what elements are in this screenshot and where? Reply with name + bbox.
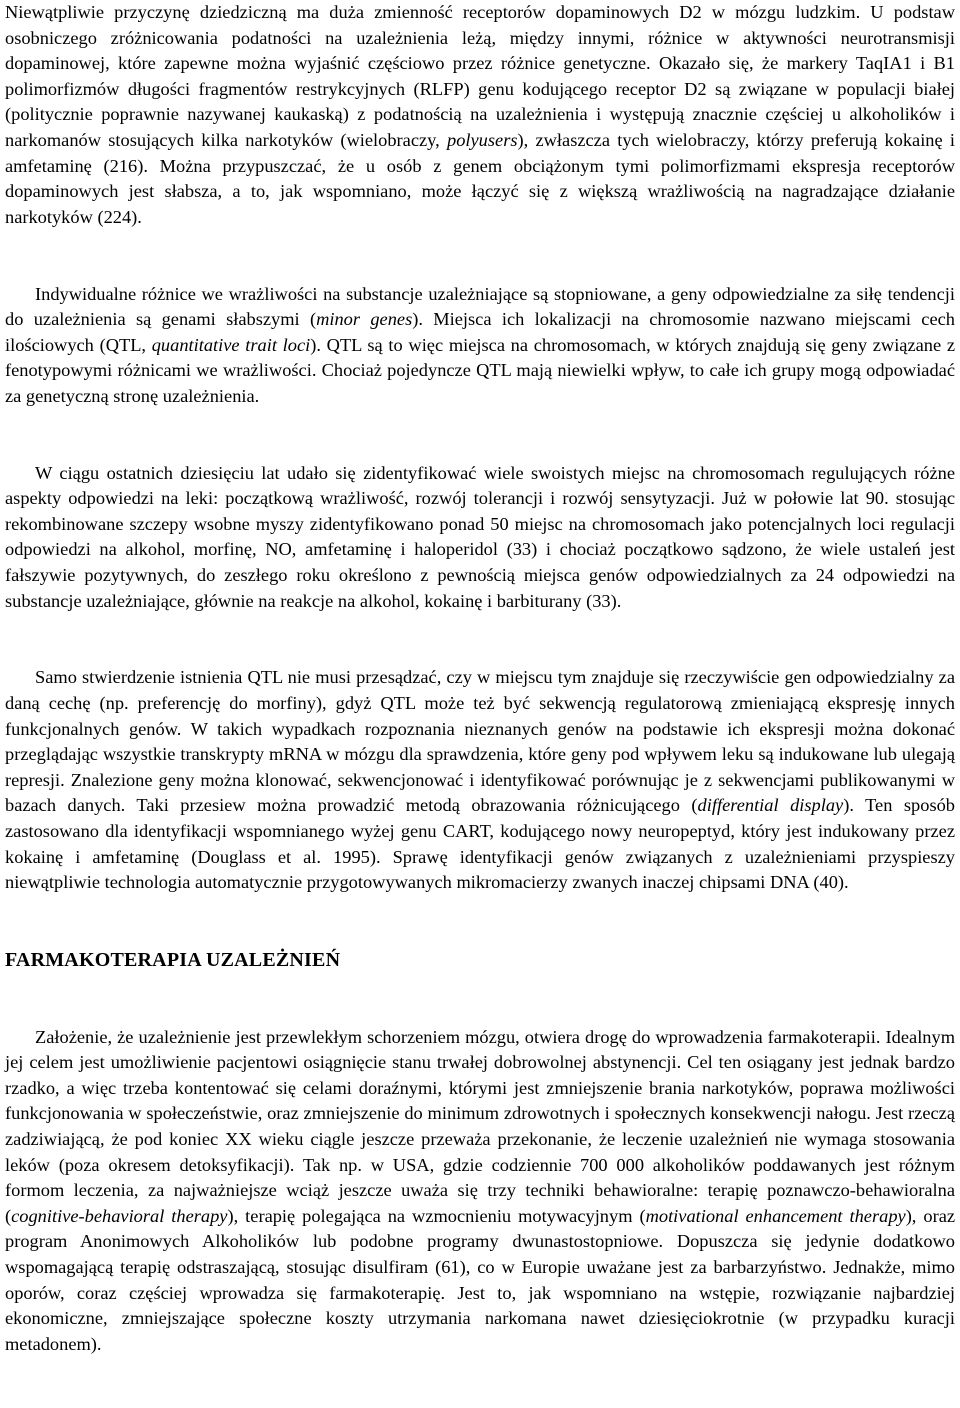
paragraph-5-text-a: Założenie, że uzależnienie jest przewlekłym schorzeniem mózgu, otwiera drogę do wprowadzenia farmakoterapii. Idealnym jej celem jest umożliwienie pacjentowi osiągnięcie stanu trwałej dobrowolnej abstynencji. Cel ten osiągany jest jednak bardzo rzadko, a więc trzeba kontentować się celami doraźnymi, którymi jest zmniejszenie brania narkotyków, poprawa możliwości funkcjonowania w społeczeństwie, oraz zmniejszenie do minimum zdrowotnych i społecznych konsekwencji nałogu. Jest rzeczą zadziwiającą, że pod koniec XX wieku ciągle jeszcze przeważa przekonanie, że leczenie uzależnień nie wymaga stosowania leków (poza okresem detoksyfikacji). Tak np. w USA, gdzie codziennie 700 000 alkoholików poddawanych jest różnym formom leczenia, za najważniejsze wciąż jeszcze uważa się trzy techniki behawioralne: terapię poznawczo-behawioralna ( xyxy=(5,1026,955,1226)
paragraph-2-italic-term-1: minor genes xyxy=(316,309,413,330)
paragraph-1-italic-term: polyusers xyxy=(447,129,518,150)
paragraph-1 xyxy=(5,0,955,230)
paragraph-spacer xyxy=(5,614,955,640)
paragraph-1-text-b: ), zwłaszcza tych wielobraczy, którzy preferują kokainę i amfetaminę (216). Można przypuszczać, że u osób z genem obciążonym tymi polimorfizmami ekspresja receptorów dopaminowych jest słabsza, a to, jak wspomniano, może łączyć się z większą wrażliwością na nagradzające działanie narkotyków (224). xyxy=(5,129,956,227)
paragraph-1-text-a: Niewątpliwie przyczynę dziedziczną ma duża zmienność receptorów dopaminowych D2 w mózgu ludzkim. U podstaw osobniczego zróżnicowania podatności na uzależnienia leżą, między innymi, różnice w aktywności neurotransmisji dopaminowej, które zapewne można wyjaśnić częściowo przez różnice genetyczne. Okazało się, że markery TaqIA1 i B1 polimorfizmów długości fragmentów restrykcyjnych (RLFP) genu kodującego receptor D2 są związane w populacji białej (politycznie poprawnie nazywanej kaukaską) z podatnością na uzależnienia i występują znacznie częściej u alkoholików i narkomanów stosujących kilka narkotyków (wielobraczy, xyxy=(5,2,955,150)
paragraph-spacer xyxy=(5,921,955,947)
paragraph-2 xyxy=(5,282,955,410)
paragraph-spacer xyxy=(5,256,955,282)
section-heading: FARMAKOTERAPIA UZALEŻNIEŃ xyxy=(5,949,341,972)
paragraph-spacer xyxy=(5,896,955,922)
paragraph-spacer xyxy=(5,435,955,461)
paragraph-2-text-c: ). QTL są to więc miejsca na chromosomach, w których znajdują się geny związane z fenotypowymi różnicami we wrażliwości. Chociaż pojedyncze QTL mają niewielki wpływ, to całe ich grupy mogą odpowiadać za genetyczną stronę uzależnienia. xyxy=(5,334,956,406)
document-page xyxy=(5,0,955,1357)
paragraph-5-text-b: ), terapię polegająca na wzmocnieniu motywacyjnym ( xyxy=(227,1205,646,1226)
paragraph-4-text-b: ). Ten sposób zastosowano dla identyfikacji wspomnianego wyżej genu CART, kodującego nowy neuropeptyd, który jest indukowany przez kokainę i amfetaminę (Douglass et al. 1995). Sprawę identyfikacji genów związanych z uzależnieniami przyspieszy niewątpliwie technologia automatycznie przygotowywanych mikromacierzy zwanych inaczej chipsami DNA (40). xyxy=(5,795,955,893)
paragraph-2-italic-term-2: quantitative trait loci xyxy=(151,334,311,355)
paragraph-spacer xyxy=(5,410,955,436)
paragraph-spacer xyxy=(5,973,955,999)
paragraph-4-text-a: Samo stwierdzenie istnienia QTL nie musi przesądzać, czy w miejscu tym znajduje się rzeczywiście gen odpowiedzialny za daną cechę (np. preferencję do morfiny), gdyż QTL może też być sekwencją regulatorową zmieniającą ekspresję innych funkcjonalnych genów. W takich wypadkach rozpoznania nieznanych genów na podstawie ich ekspresji można dokonać przeglądając wszystkie transkrypty mRNA w mózgu dla sprawdzenia, które geny pod wpływem leku są indukowane lub ulegają represji. Znalezione geny można klonować, sekwencjonować i identyfikować porównując je z sekwencjami publikowanymi w bazach danych. Taki przesiew można prowadzić metodą obrazowania różnicującego ( xyxy=(5,667,955,816)
paragraph-4 xyxy=(5,665,955,895)
paragraph-5-italic-term-1: cognitive-behavioral therapy xyxy=(11,1205,228,1226)
paragraph-2-text-a: Indywidualne różnice we wrażliwości na substancje uzależniające są stopniowane, a geny odpowiedzialne za siłę tendencji do uzależnienia są genami słabszymi ( xyxy=(5,283,955,330)
paragraph-spacer xyxy=(5,999,955,1025)
paragraph-5-italic-term-2: motivational enhancement therapy xyxy=(645,1205,906,1226)
paragraph-2-text-b: ). Miejsca ich lokalizacji na chromosomie nazwano miejscami cech ilościowych (QTL, xyxy=(5,309,955,355)
paragraph-5 xyxy=(5,1025,955,1358)
paragraph-3: W ciągu ostatnich dziesięciu lat udało się zidentyfikować wiele swoistych miejsc na chromosomach regulujących różne aspekty odpowiedzi na leki: początkową wrażliwość, rozwój tolerancji i rozwój sensytyzacji. Już w połowie lat 90. stosując rekombinowane szczepy wsobne myszy zidentyfikowano ponad 50 miejsc na chromosomach jako potencjalnych loci regulacji odpowiedzi na alkohol, morfinę, NO, amfetaminę i haloperidol (33) i chociaż początkowo sądzono, że wiele ustaleń jest fałszywie pozytywnych, do zeszłego roku określono z pewnością miejsca genów odpowiedzialnych za 24 odpowiedzi na substancje uzależniające, głównie na reakcje na alkohol, kokainę i barbiturany (33). xyxy=(5,462,955,611)
paragraph-spacer xyxy=(5,640,955,666)
paragraph-spacer xyxy=(5,230,955,256)
paragraph-5-text-c: ), oraz program Anonimowych Alkoholików lub podobne programy dwunastostopniowe. Dopuszcza się jedynie dodatkowo wspomagającą terapię odstraszającą, stosując disulfiram (61), co w Europie uważane jest za barbarzyństwo. Jednakże, mimo oporów, coraz częściej wprowadza się farmakoterapię. Jest to, jak wspomniano na wstępie, rozwiązanie najbardziej ekonomiczne, zmniejszające społeczne koszty utrzymania narkomana nawet dziesięciokrotnie (w przypadku kuracji metadonem). xyxy=(5,1205,956,1354)
paragraph-4-italic-term: differential display xyxy=(697,795,844,816)
